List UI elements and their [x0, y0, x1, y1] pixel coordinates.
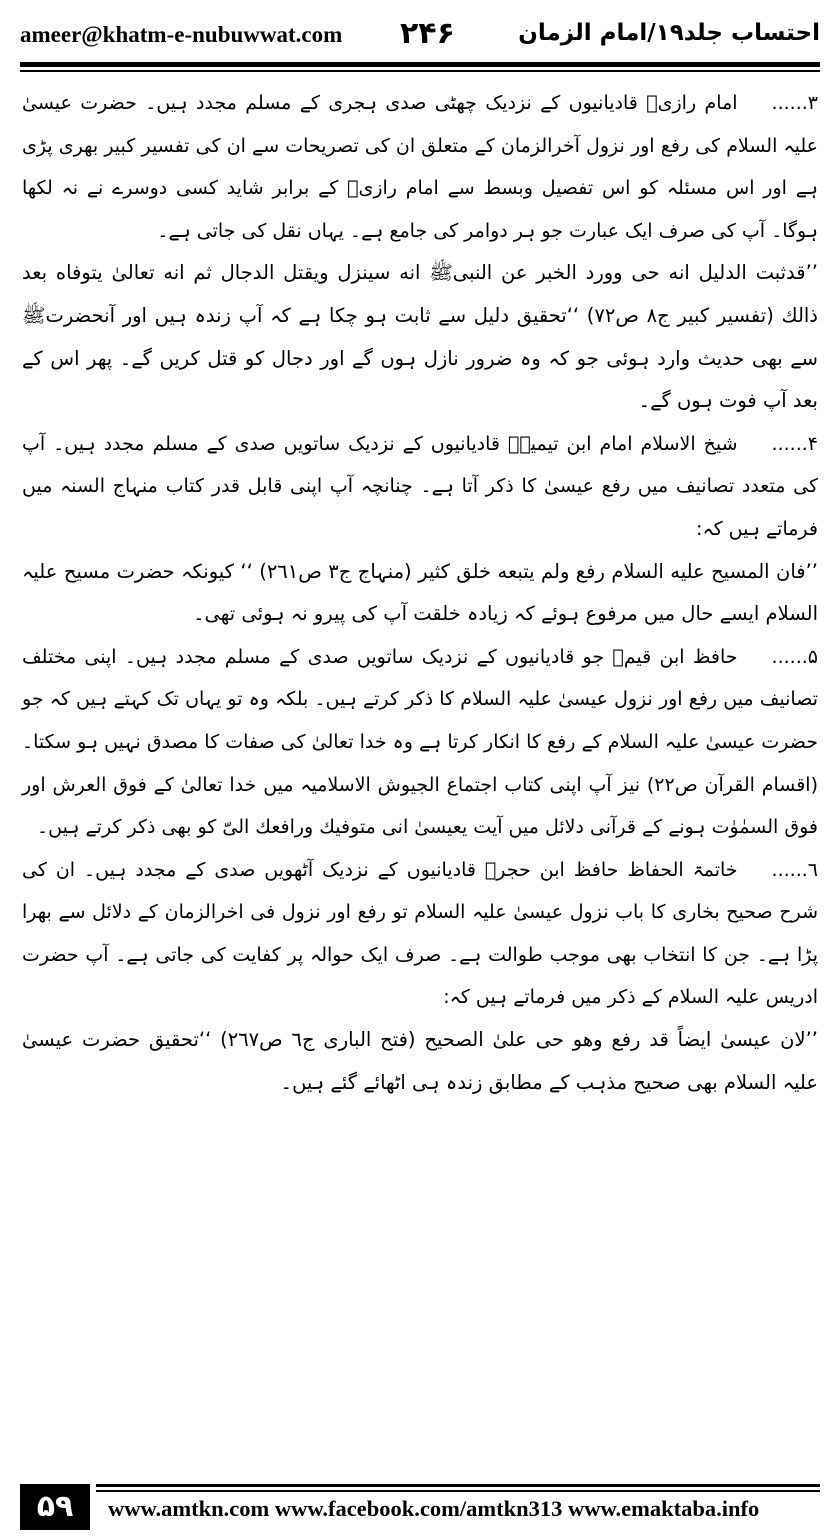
paragraph-text: حافظ ابن قیمؒ جو قادیانیوں کے نزدیک ساتویں صدی کے مسلم مجدد ہیں۔ اپنی مختلف تصانیف میں رفع اور نزول عیسیٰ علیہ السلام کا ذکر کرتے ہیں۔ بلکہ وہ تو یہاں تک کہتے ہیں کہ جو حضرت عیسیٰ علیہ السلام کے رفع کا انکار کرتا ہے وہ خدا تعالیٰ کی صفات کا مصدق نہیں ہو سکتا۔ (اقسام القرآن ص٢٢) نیز آپ اپنی کتاب اجتماع الجیوش الاسلامیہ میں خدا تعالیٰ کے فوق العرش اور فوق السمٰوٰت ہونے کے قرآنی دلائل میں آیت يعيسىٰ انى متوفيك ورافعك الىّ کو بھی ذکر کرتے ہیں۔	[22, 645, 818, 839]
footer-rule-thick	[96, 1484, 820, 1487]
paragraph-6	[22, 849, 818, 1019]
paragraph-text: خاتمۃ الحفاظ حافظ ابن حجرؒ قادیانیوں کے نزدیک آٹھویں صدی کے مجدد ہیں۔ ان کی شرح صحیح بخاری کا باب نزول عیسیٰ علیہ السلام تو رفع اور نزول فی اخرالزمان کے دلائل سے بھرا پڑا ہے۔ جن کا انتخاب بھی موجب طوالت ہے۔ صرف ایک حوالہ پر کفایت کی جاتی ہے۔ آپ حضرت ادریس علیہ السلام کے ذکر میں فرماتے ہیں کہ:	[22, 858, 818, 1009]
paragraph-number: ٦......	[771, 858, 818, 881]
paragraph-text: امام رازیؒ قادیانیوں کے نزدیک چھٹی صدی ہجری کے مسلم مجدد ہیں۔ حضرت عیسیٰ علیہ السلام کی رفع اور نزول آخرالزمان کے متعلق ان کی تصریحات سے ان کی تفسیر کبیر بھری پڑی ہے اور اس مسئلہ کو اس تفصیل وبسط سے امام رازیؒ کے برابر شاید کسی دوسرے نے نہ لکھا ہوگا۔ آپ کی صرف ایک عبارت جو ہر دوامر کی جامع ہے۔ یہاں نقل کی جاتی ہے۔	[22, 92, 818, 242]
running-title: احتساب جلد١٩/امام الزمان	[518, 20, 820, 46]
header-rule-thick	[20, 62, 820, 67]
footer-page-number: ۵٩	[20, 1484, 90, 1530]
page-header	[20, 18, 820, 58]
paragraph-3	[22, 82, 818, 252]
header-page-number: ۲۴۶	[400, 16, 455, 51]
paragraph-number: ۵......	[771, 645, 818, 668]
quote-tafsir-kabir	[22, 252, 818, 422]
paragraph-text: شیخ الاسلام امام ابن تیمیہؒ قادیانیوں کے نزدیک ساتویں صدی کے مسلم مجدد ہیں۔ آپ کی متعدد تصانیف میں رفع عیسیٰ کا ذکر آتا ہے۔ چنانچہ آپ اپنی قابل قدر کتاب منہاج السنہ میں فرماتے ہیں کہ:	[22, 432, 818, 540]
header-rule-thin	[20, 70, 820, 72]
page-footer	[20, 1484, 820, 1532]
paragraph-number: ٣......	[771, 92, 818, 114]
paragraph-5	[22, 636, 818, 849]
paragraph-text: ’’لان عيسىٰ ايضاً قد رفع وهو حى علىٰ الصحيح (فتح الباری ج٦ ص٢٦٧) ‘‘تحقیق حضرت عیسیٰ علیہ السلام بھی صحیح مذہب کے مطابق زندہ ہی اٹھائے گئے ہیں۔	[22, 1028, 818, 1094]
quote-minhaj	[22, 551, 818, 636]
paragraph-text: ’’فان المسيح عليه السلام رفع ولم يتبعه خلق كثير (منہاج ج٣ ص٢٦١) ‘‘ کیونکہ حضرت مسیح علیہ السلام ایسے حال میں مرفوع ہوئے کہ زیادہ خلقت آپ کی پیرو نہ ہوئی تھی۔	[22, 559, 819, 626]
paragraph-4	[22, 423, 818, 551]
footer-links[interactable]: www.amtkn.com www.facebook.com/amtkn313 www.emaktaba.info	[108, 1496, 760, 1521]
body-text	[22, 82, 818, 1104]
header-email[interactable]: ameer@khatm-e-nubuwwat.com	[20, 22, 343, 47]
paragraph-text: ’’قدثبت الدليل انه حى وورد الخبر عن النبیﷺ انه سينزل ويقتل الدجال ثم انه تعالىٰ يتوفاه بعد ذالك (تفسیر کبیر ج٨ ص٧٢) ‘‘تحقیق دلیل سے ثابت ہو چکا ہے کہ آپ زندہ ہیں اور آنحضرتﷺ سے بھی حدیث وارد ہوئی جو کہ وہ ضرور نازل ہوں گے اور دجال کو قتل کریں گے۔ پھر اس کے بعد آپ فوت ہوں گے۔	[22, 261, 818, 413]
footer-rule-thin	[96, 1490, 820, 1492]
paragraph-number: ۴......	[771, 432, 818, 455]
quote-fath-al-bari	[22, 1019, 818, 1104]
